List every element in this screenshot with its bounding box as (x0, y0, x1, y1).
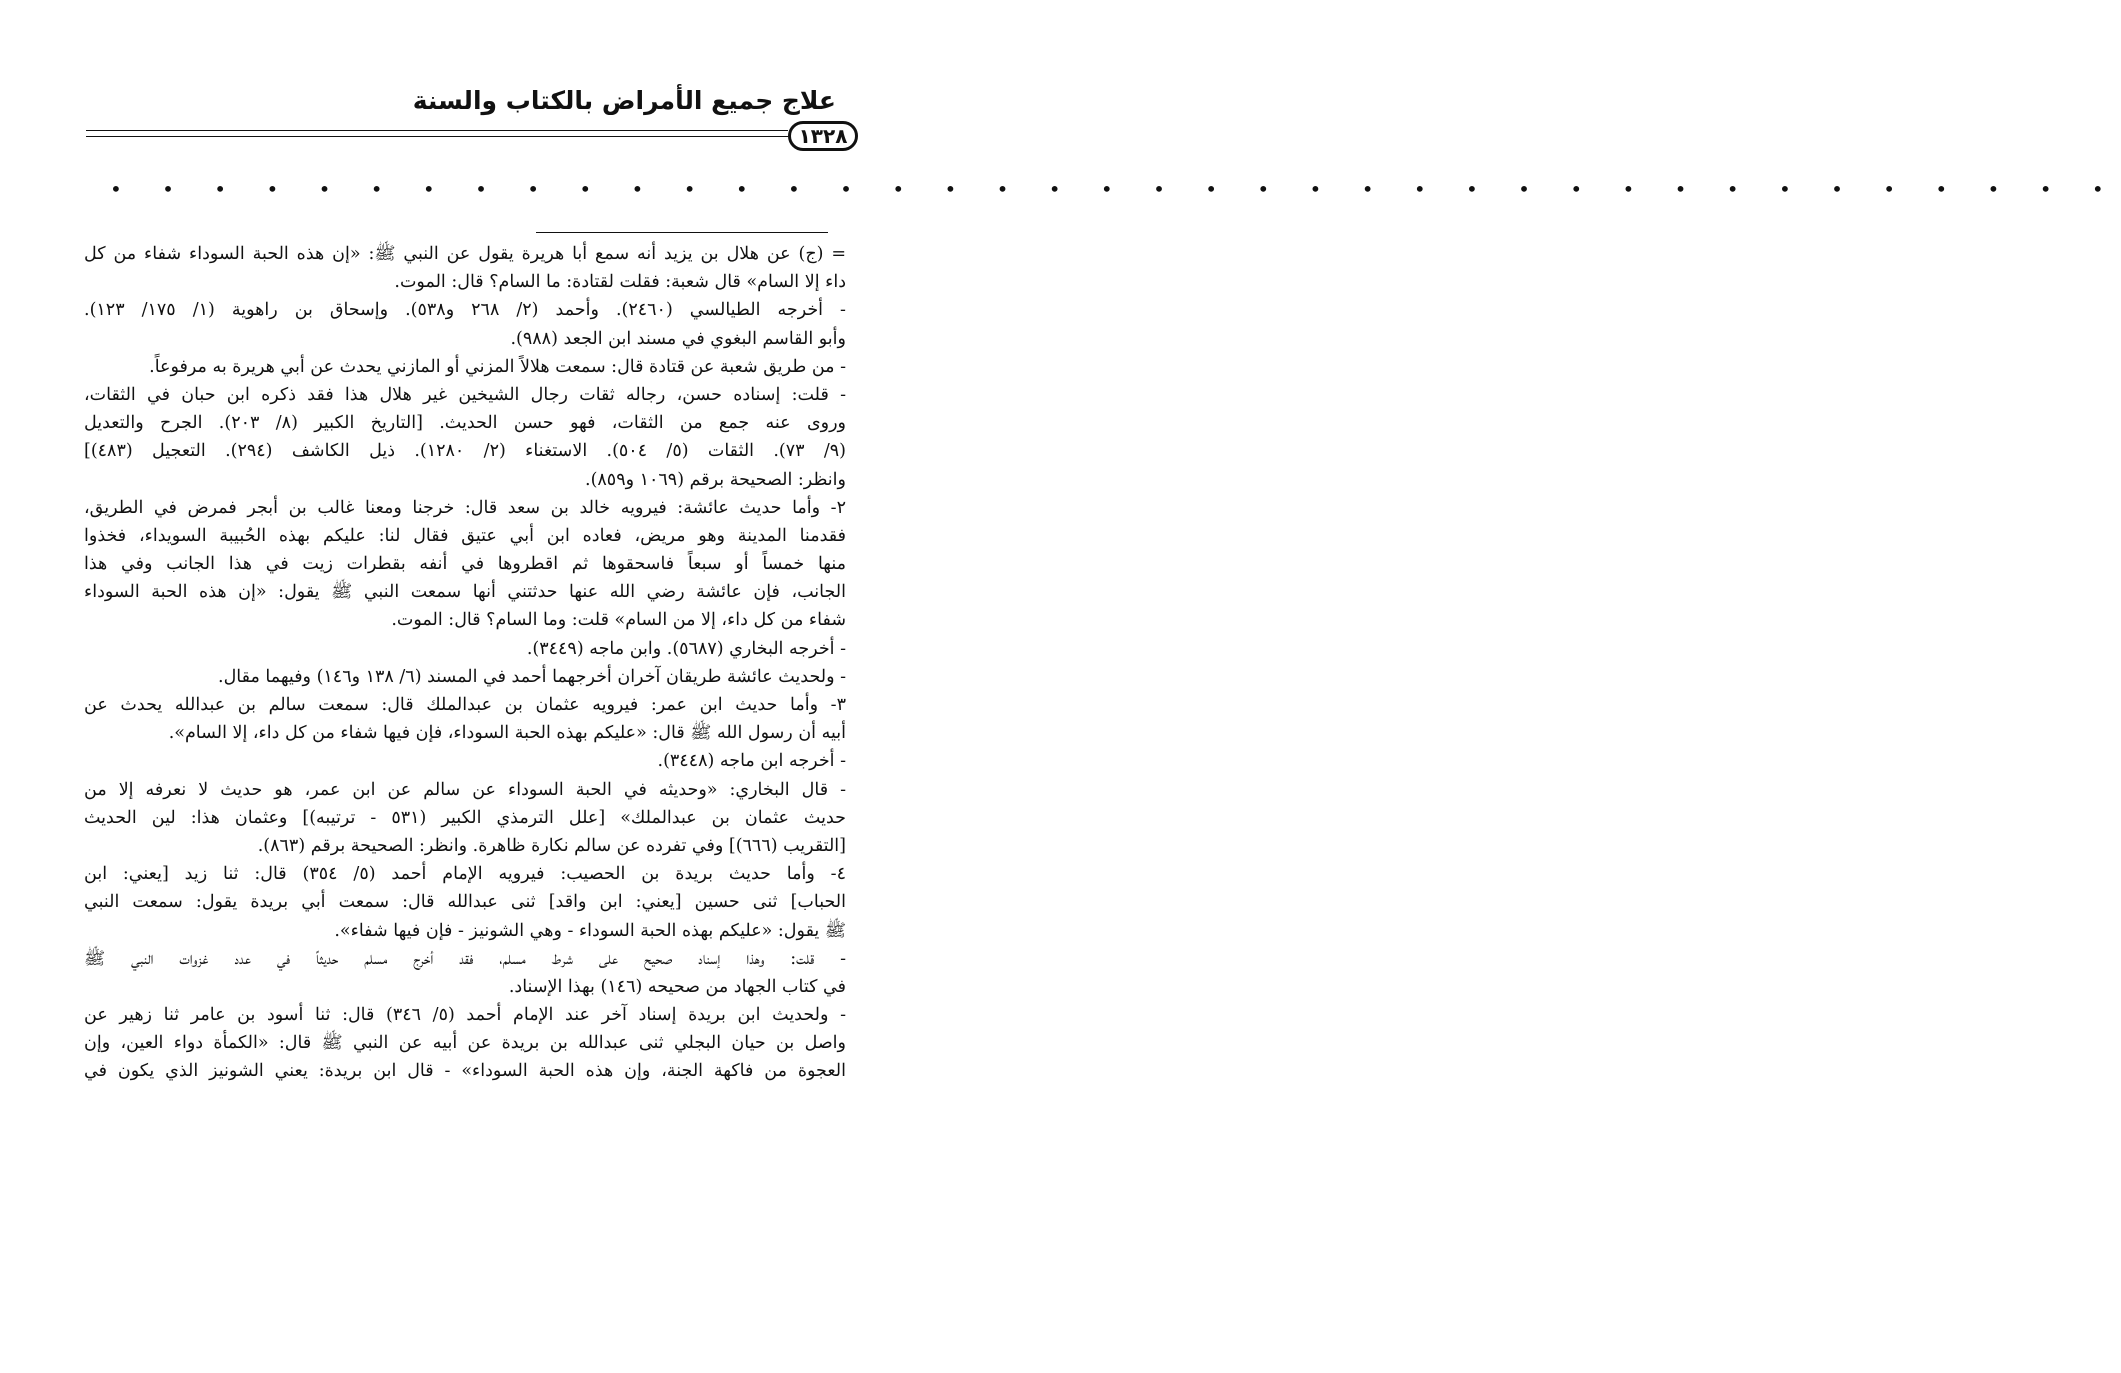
text-line: فقدمنا المدينة وهو مريض، فعاده ابن أبي عتيق فقال لنا: عليكم بهذه الحُبيبة السويداء، فخذوا (84, 525, 846, 546)
text-line: حديث عثمان بن عبدالملك» [علل الترمذي الكبير (٥٣١ - ترتيبه)] وعثمان هذا: لين الحديث (84, 807, 846, 828)
text-line: - أخرجه الطيالسي (٢٤٦٠). وأحمد (٢/ ٢٦٨ و٥٣٨). وإسحاق بن راهوية (١/ ١٧٥/ ١٢٣). (84, 300, 846, 321)
text-line: - ولحديث ابن بريدة إسناد آخر عند الإمام أحمد (٥/ ٣٤٦) قال: ثنا أسود بن عامر ثنا زهير عن (84, 1005, 846, 1026)
text-line: أبيه أن رسول الله ﷺ قال: «عليكم بهذه الحبة السوداء، فإن فيها شفاء من كل داء، إلا السام». (168, 723, 846, 744)
text-line: ٢- وأما حديث عائشة: فيرويه خالد بن سعد قال: خرجنا ومعنا غالب بن أبجر فمرض في الطريق، (84, 497, 846, 518)
text-line: في كتاب الجهاد من صحيحه (١٤٦) بهذا الإسناد. (508, 976, 846, 997)
text-line: ٤- وأما حديث بريدة بن الحصيب: فيرويه الإمام أحمد (٥/ ٣٥٤) قال: ثنا زيد [يعني: ابن (84, 864, 846, 885)
text-line: - قلت: إسناده حسن، رجاله ثقات رجال الشيخين غير هلال هذا فقد ذكره ابن حبان في الثقات، (84, 384, 846, 405)
running-header-title: علاج جميع الأمراض بالكتاب والسنة (412, 86, 836, 115)
text-line: شفاء من كل داء، إلا من السام» قلت: وما السام؟ قال: الموت. (391, 610, 846, 631)
text-line: العجوة من فاكهة الجنة، وإن هذه الحبة السوداء» - قال ابن بريدة: يعني الشونيز الذي يكون في (84, 1061, 846, 1082)
text-line: - قلت: وهذا إسناد صحيح على شرط مسلم، فقد أخرج مسلم حديثاً في عدد غزوات النبي ﷺ (84, 948, 846, 969)
text-line: الجانب، فإن عائشة رضي الله عنها حدثتني أنها سمعت النبي ﷺ يقول: «إن هذه الحبة السوداء (84, 582, 846, 603)
text-line: وأبو القاسم البغوي في مسند ابن الجعد (٩٨٨). (510, 328, 846, 349)
text-line: - من طريق شعبة عن قتادة قال: سمعت هلالاً المزني أو المازني يحدث عن أبي هريرة به مرفوعاً. (149, 356, 846, 377)
text-line: - ولحديث عائشة طريقان آخران أخرجهما أحمد في المسند (٦/ ١٣٨ و١٤٦) وفيهما مقال. (218, 666, 846, 687)
header-rule (86, 130, 788, 137)
text-line: = (ج) عن هلال بن يزيد أنه سمع أبا هريرة يقول عن النبي ﷺ: «إن هذه الحبة السوداء شفاء من كل (84, 244, 846, 264)
text-line: [التقريب (٦٦٦)] وفي تفرده عن سالم نكارة ظاهرة. وانظر: الصحيحة برقم (٨٦٣). (257, 835, 846, 856)
text-line: - أخرجه ابن ماجه (٣٤٤٨). (657, 751, 846, 772)
text-line: وانظر: الصحيحة برقم (١٠٦٩ و٨٥٩). (585, 469, 846, 490)
page-number: ١٣٢٨ (788, 121, 858, 151)
text-line: داء إلا السام» قال شعبة: فقلت لقتادة: ما السام؟ قال: الموت. (394, 272, 846, 293)
text-line: ﷺ يقول: «عليكم بهذه الحبة السوداء - وهي الشونيز - فإن فيها شفاء». (334, 920, 846, 941)
footnote-rule (536, 232, 828, 233)
footnote-body (84, 240, 846, 1086)
text-line: الحباب] ثنى حسين [يعني: ابن واقد] ثنى عبدالله قال: سمعت أبي بريدة يقول: سمعت النبي (84, 892, 846, 913)
text-line: (٩/ ٧٣). الثقات (٥/ ٥٠٤). الاستغناء (٢/ ١٢٨٠). ذيل الكاشف (٢٩٤). التعجيل (٤٨٣)] (84, 441, 846, 462)
text-line: ٣- وأما حديث ابن عمر: فيرويه عثمان بن عبدالملك قال: سمعت سالم بن عبدالله يحدث عن (84, 695, 846, 715)
text-line: - أخرجه البخاري (٥٦٨٧). وابن ماجه (٣٤٤٩). (526, 638, 846, 659)
dot-separator: • • • • • • • • • • • • • • • • • • • • • • • • • • • • • • • • • • • • • • • (110, 177, 2121, 201)
text-line: - قال البخاري: «وحديثه في الحبة السوداء عن سالم عن ابن عمر، هو حديث لا نعرفه إلا من (84, 779, 846, 800)
text-line: واصل بن حيان البجلي ثنى عبدالله بن بريدة عن أبيه عن النبي ﷺ قال: «الكمأة دواء العين، وإن (84, 1033, 846, 1054)
text-line: وروى عنه جمع من الثقات، فهو حسن الحديث. [التاريخ الكبير (٨/ ٢٠٣). الجرح والتعديل (84, 413, 847, 434)
text-line: منها خمساً أو سبعاً فاسحقوها ثم اقطروها في أنفه بقطرات زيت في هذا الجانب وفي هذا (84, 554, 846, 575)
